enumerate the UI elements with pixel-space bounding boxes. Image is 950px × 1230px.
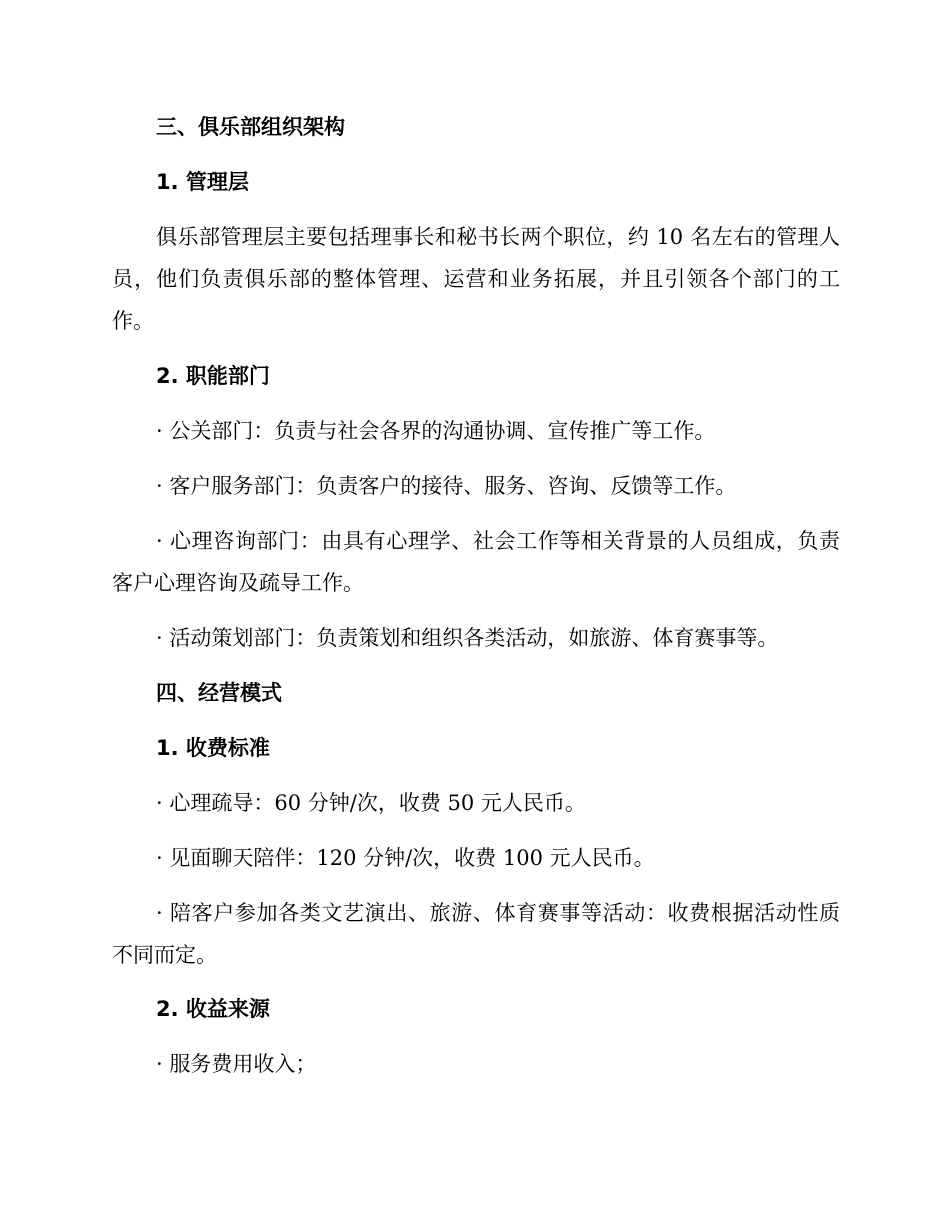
departments-heading: 2. 职能部门: [156, 364, 270, 388]
management-paragraph: 俱乐部管理层主要包括理事长和秘书长两个职位，约 10 名左右的管理人员，他们负责俱乐部的整体管理、运营和业务拓展，并且引领各个部门的工作。: [112, 225, 840, 333]
fee-item-companionship: · 见面聊天陪伴：120 分钟/次，收费 100 元人民币。: [156, 846, 655, 870]
fee-item-activities: · 陪客户参加各类文艺演出、旅游、体育赛事等活动：收费根据活动性质不同而定。: [112, 901, 840, 967]
section-3-heading: 三、俱乐部组织架构: [156, 115, 345, 139]
department-item-events: · 活动策划部门：负责策划和组织各类活动，如旅游、体育赛事等。: [156, 626, 779, 650]
revenue-item-service-fees: · 服务费用收入；: [156, 1052, 317, 1076]
management-heading: 1. 管理层: [156, 170, 249, 194]
section-4-heading: 四、经营模式: [156, 681, 282, 705]
department-item-pr: · 公关部门：负责与社会各界的沟通协调、宣传推广等工作。: [156, 419, 716, 443]
department-item-counseling: · 心理咨询部门：由具有心理学、社会工作等相关背景的人员组成，负责客户心理咨询及疏导工作。: [112, 529, 840, 595]
fee-item-counseling: · 心理疏导：60 分钟/次，收费 50 元人民币。: [156, 791, 586, 815]
department-item-customer-service: · 客户服务部门：负责客户的接待、服务、咨询、反馈等工作。: [156, 474, 737, 498]
fees-heading: 1. 收费标准: [156, 736, 270, 760]
revenue-heading: 2. 收益来源: [156, 997, 270, 1021]
